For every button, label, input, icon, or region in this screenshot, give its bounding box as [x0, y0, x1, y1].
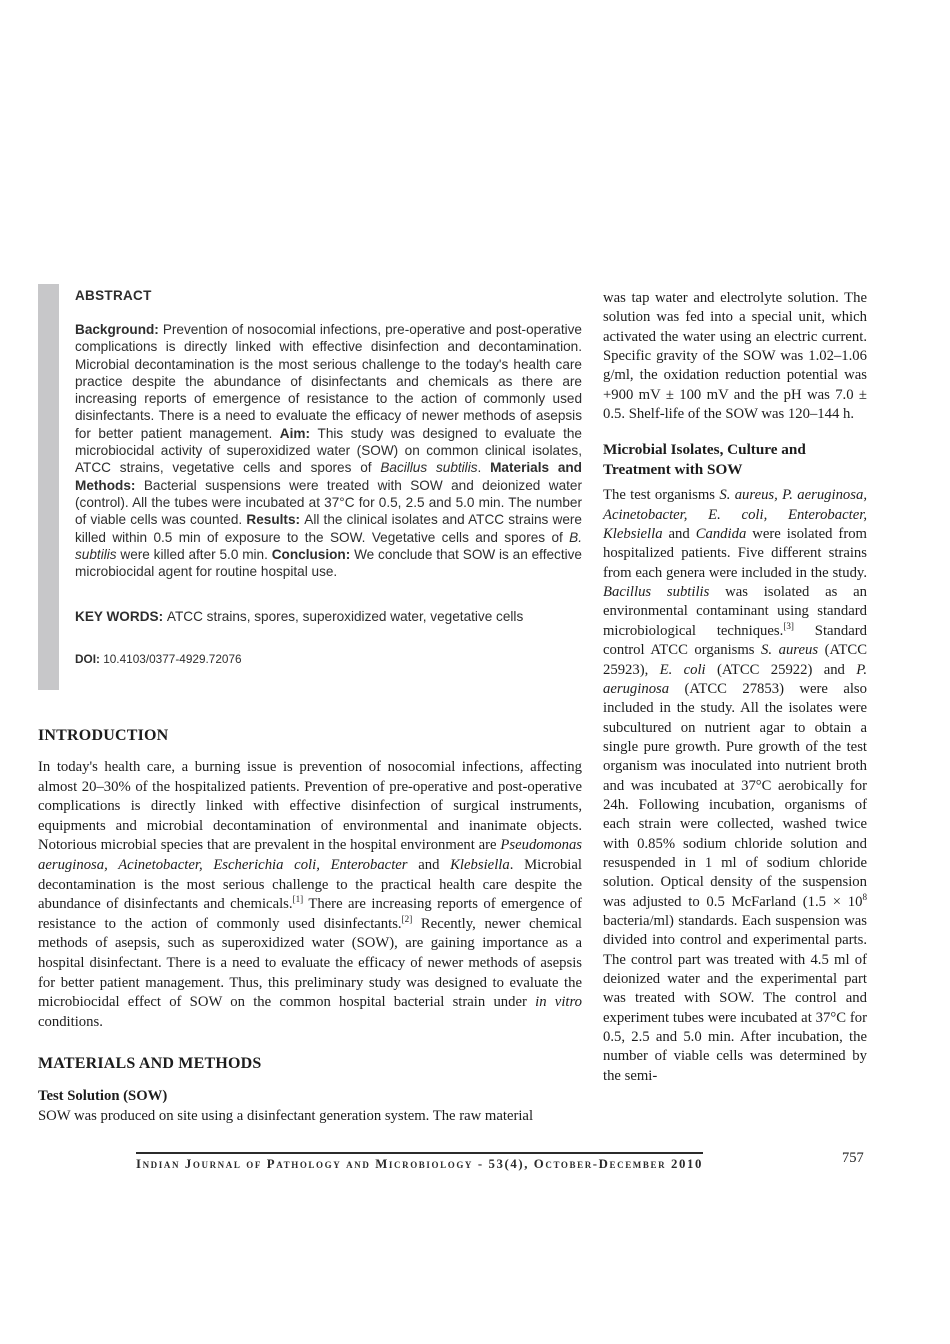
- introduction-section: [38, 727, 582, 1032]
- introduction-heading: INTRODUCTION: [38, 727, 169, 744]
- journal-footer-line: Indian Journal of Pathology and Microbiology - 53(4), October-December 2010: [136, 1152, 703, 1172]
- right-column: [603, 289, 867, 1086]
- microbial-isolates-heading: Microbial Isolates, Culture and Treatment with SOW: [603, 441, 806, 479]
- abstract-keywords: KEY WORDS: ATCC strains, spores, superoxidized water, vegetative cells: [75, 609, 524, 625]
- abstract-section: [75, 288, 582, 666]
- abstract-sidebar-decoration: [38, 284, 59, 690]
- abstract-doi: DOI: 10.4103/0377-4929.72076: [75, 651, 242, 666]
- page-number: 757: [842, 1150, 864, 1166]
- test-solution-subheading: Test Solution (SOW): [38, 1088, 168, 1104]
- test-solution-continued: was tap water and electrolyte solution. The solution was fed into a special unit, which activated the water using an electric current. Specific gravity of the SOW was 1.02–1.06 g/ml, the oxidation reduction potential was +900 mV ± 100 mV and the pH was 7.0 ± 0.5. Shelf-life of the SOW was 120–144 h.: [603, 290, 867, 423]
- materials-methods-heading: MATERIALS AND METHODS: [38, 1055, 262, 1072]
- materials-methods-section: [38, 1055, 582, 1127]
- test-solution-body: SOW was produced on site using a disinfectant generation system. The raw material: [38, 1108, 534, 1124]
- introduction-body: In today's health care, a burning issue is prevention of nosocomial infections, affecting almost 20–30% of the hospitalized patients. Prevention of pre-operative and post-operative complications is directly linked with effective disinfection of surgical instruments, equipments and microbial decontamination of environmental and inanimate objects. Notorious microbial species that are prevalent in the hospital environment are Pseudomonas aeruginosa, Acinetobacter, Escherichia coli, Enterobacter and Klebsiella. Microbial decontamination is the most serious challenge to the practical health care despite the abundance of disinfectants and chemicals.[1] There are increasing reports of emergence of resistance to the action of commonly used disinfectants.[2] Recently, newer chemical methods of asepsis, such as superoxidized water (SOW), are gaining importance as a hospital disinfectant. There is a need to evaluate the efficacy of newer methods of asepsis for better patient management. Thus, this preliminary study was designed to evaluate the microbiocidal effect of SOW on the common hospital bacterial strain under in vitro conditions.: [38, 759, 582, 1030]
- abstract-body: Background: Prevention of nosocomial infections, pre-operative and post-operative complications is directly linked with effective disinfection and decontamination. Microbial decontamination is the most serious challenge to the today's health care practice despite the abundance of disinfectants and chemicals as there are increasing reports of emergence of resistance to the action of commonly used disinfectants. There is a need to evaluate the efficacy of newer methods of asepsis for better patient management. Aim: This study was designed to evaluate the microbiocidal activity of superoxidized water (SOW) on common clinical isolates, ATCC strains, vegetative cells and spores of Bacillus subtilis. Materials and Methods: Bacterial suspensions were treated with SOW and deionized water (control). All the tubes were incubated at 37°C for 0.5, 2.5 and 5.0 min. The number of viable cells was counted. Results: All the clinical isolates and ATCC strains were killed within 0.5 min of exposure to the SOW. Vegetative cells and spores of B. subtilis were killed after 5.0 min. Conclusion: We conclude that SOW is an effective microbiocidal agent for routine hospital use.: [75, 322, 582, 580]
- microbial-isolates-body: The test organisms S. aureus, P. aeruginosa, Acinetobacter, E. coli, Enterobacter, Klebsiella and Candida were isolated from hospitalized patients. Five different strains from each genera were included in the study. Bacillus subtilis was isolated as an environmental contaminant using standard microbiological techniques.[3] Standard control ATCC organisms S. aureus (ATCC 25923), E. coli (ATCC 25922) and P. aeruginosa (ATCC 27853) were also included in the study. All the isolates were subcultured on nutrient agar to obtain a single pure growth. Pure growth of the test organism was inoculated into nutrient broth and was incubated at 37°C aerobically for 24h. Following incubation, organisms of each strain were collected, washed twice with 0.85% sodium chloride solution and resuspended in 1 ml of sodium chloride solution. Optical density of the suspension was adjusted to 0.5 McFarland ($1.5 \times 10^8$ bacteria/ml) standards. Each suspension was divided into control and experimental parts. The control part was treated with 4.5 ml of deionized water and the experimental part was treated with SOW. The control and experiment tubes were incubated at 37°C for 0.5, 2.5 and 5.0 min. After incubation, the number of viable cells was determined by the semi-: [603, 487, 868, 1084]
- abstract-heading: ABSTRACT: [75, 288, 152, 303]
